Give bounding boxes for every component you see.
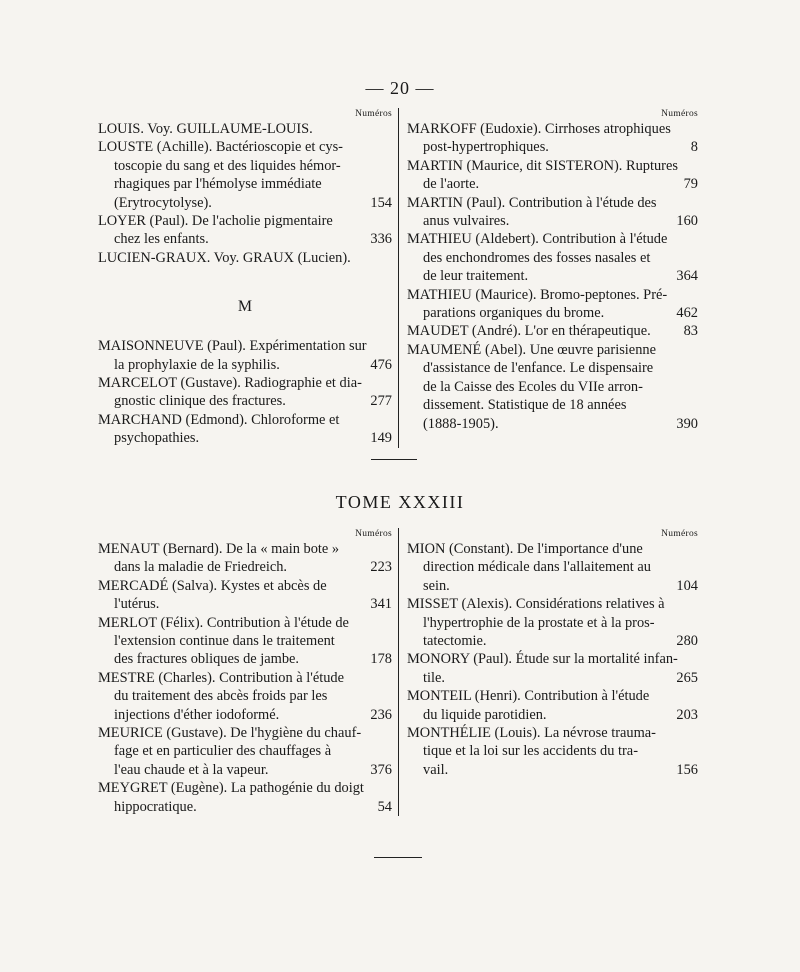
index-entry	[407, 540, 698, 595]
index-entry	[98, 411, 392, 448]
entry-number: 203	[676, 706, 698, 723]
index-section-1	[98, 108, 700, 448]
entry-text: MERCADÉ (Salva). Kystes et abcès de	[98, 577, 327, 594]
index-entry	[98, 724, 392, 779]
index-entry	[98, 374, 392, 411]
entry-text: MAUDET (André). L'or en thérapeutique.	[407, 323, 651, 340]
entry-text: MONTHÉLIE (Louis). La névrose trauma-	[407, 725, 656, 742]
entry-text: du liquide parotidien.	[423, 706, 547, 723]
index-entry	[407, 322, 698, 340]
entry-number: 83	[683, 323, 698, 340]
entry-number: 8	[690, 139, 698, 156]
entry-text: MEYGRET (Eugène). La pathogénie du doigt	[98, 780, 364, 797]
entry-number: 265	[676, 669, 698, 686]
page-number: — 20 —	[365, 78, 435, 98]
entry-text: l'extension continue dans le traitement	[114, 633, 335, 650]
divider-rule	[374, 857, 422, 858]
entry-text: dans la maladie de Friedreich.	[114, 559, 288, 576]
entry-text: l'utérus.	[114, 596, 160, 613]
entry-text: MATHIEU (Aldebert). Contribution à l'étude	[407, 231, 668, 248]
entry-text: MERLOT (Félix). Contribution à l'étude de	[98, 614, 349, 631]
entries-l-before	[98, 120, 392, 267]
entry-text: psychopathies.	[114, 430, 200, 447]
entry-text: MARCELOT (Gustave). Radiographie et dia-	[98, 375, 362, 392]
entry-text: post-hypertrophiques.	[423, 139, 549, 156]
entry-number	[386, 249, 392, 267]
left-column	[98, 528, 398, 816]
entry-text: MATHIEU (Maurice). Bromo-peptones. Pré-	[407, 286, 668, 303]
entry-text: gnostic clinique des fractures.	[114, 393, 286, 410]
entry-text: dissement. Statistique de 18 années	[423, 397, 627, 414]
entry-text: MISSET (Alexis). Considérations relatives à	[407, 596, 665, 613]
index-entry	[98, 779, 392, 816]
entries-r2	[407, 540, 698, 779]
entry-text: hippocratique.	[114, 798, 197, 815]
index-entry	[407, 595, 698, 650]
entry-text: tatectomie.	[423, 633, 487, 650]
entry-number: 79	[683, 176, 698, 193]
entry-text: l'hypertrophie de la prostate et à la pros-	[423, 614, 655, 631]
entry-text: injections d'éther iodoformé.	[114, 706, 280, 723]
entry-text: LOYER (Paul). De l'acholie pigmentaire	[98, 213, 333, 230]
entry-number: 336	[370, 231, 392, 248]
entry-text: de la Caisse des Ecoles du VIIe arron-	[423, 378, 643, 395]
entries-l2	[98, 540, 392, 816]
entry-text: (1888-1905).	[423, 415, 499, 432]
index-entry	[407, 687, 698, 724]
entry-text: parations organiques du brome.	[423, 305, 605, 322]
entry-text: anus vulvaires.	[423, 213, 510, 230]
entry-text: MARKOFF (Eudoxie). Cirrhoses atrophiques	[407, 121, 671, 137]
entry-text: LOUIS. Voy. GUILLAUME-LOUIS.	[98, 121, 313, 137]
entry-text: vail.	[423, 761, 449, 778]
entry-number: 160	[676, 213, 698, 230]
entry-text: MAUMENÉ (Abel). Une œuvre parisienne	[407, 341, 656, 358]
entry-text: MARTIN (Paul). Contribution à l'étude des	[407, 194, 657, 211]
numeros-label: Numéros	[661, 109, 698, 119]
left-column	[98, 108, 398, 448]
entry-text: MENAUT (Bernard). De la « main bote »	[98, 541, 340, 557]
index-entry	[407, 650, 698, 687]
entry-number: 462	[676, 305, 698, 322]
entry-text: toscopie du sang et des liquides hémor-	[114, 157, 341, 174]
entry-number: 149	[370, 430, 392, 447]
entry-text: des fractures obliques de jambe.	[114, 651, 300, 668]
entries-l-after	[98, 337, 392, 447]
entry-text: de leur traitement.	[423, 268, 529, 285]
entry-text: rhagiques par l'hémolyse immédiate	[114, 176, 322, 193]
entry-number: 54	[377, 798, 392, 815]
entry-text: l'eau chaude et à la vapeur.	[114, 761, 269, 778]
entry-text: la prophylaxie de la syphilis.	[114, 356, 280, 373]
index-entry	[98, 212, 392, 249]
index-entry	[407, 286, 698, 323]
tome-heading: TOME XXXIII	[335, 492, 465, 512]
entry-text: LOUSTE (Achille). Bactérioscopie et cys-	[98, 139, 343, 156]
index-entry	[98, 614, 392, 669]
entry-text: MEURICE (Gustave). De l'hygiène du chauf-	[98, 725, 362, 742]
index-entry	[407, 194, 698, 231]
index-section-2	[98, 528, 700, 816]
entry-text: fage et en particulier des chauffages à	[114, 743, 332, 760]
entry-text: chez les enfants.	[114, 231, 209, 248]
index-entry	[407, 157, 698, 194]
entry-number: 376	[370, 761, 392, 778]
entry-text: LUCIEN-GRAUX. Voy. GRAUX (Lucien).	[98, 249, 351, 266]
right-column	[398, 108, 698, 448]
numeros-label: Numéros	[661, 529, 698, 539]
entry-text: MESTRE (Charles). Contribution à l'étude	[98, 669, 344, 686]
entry-text: du traitement des abcès froids par les	[114, 688, 328, 705]
section-letter: M	[237, 298, 253, 316]
entry-text: tique et la loi sur les accidents du tra-	[423, 743, 638, 760]
entry-text: de l'aorte.	[423, 176, 480, 193]
entry-text: MARTIN (Maurice, dit SISTERON). Ruptures	[407, 157, 678, 174]
index-entry	[98, 120, 392, 138]
entry-number: 390	[676, 415, 698, 432]
entry-number: 104	[676, 577, 698, 594]
entry-number: 280	[676, 633, 698, 650]
entry-text: tile.	[423, 669, 445, 686]
index-entry	[98, 249, 392, 267]
index-entry	[98, 669, 392, 724]
numeros-label: Numéros	[355, 529, 392, 539]
numeros-label: Numéros	[355, 109, 392, 119]
index-entry	[407, 230, 698, 285]
entry-number: 341	[370, 596, 392, 613]
index-entry	[98, 540, 392, 577]
entry-text: MONORY (Paul). Étude sur la mortalité infan-	[407, 651, 678, 668]
index-entry	[98, 138, 392, 212]
entry-text: direction médicale dans l'allaitement au	[423, 559, 651, 576]
entry-number	[386, 120, 392, 138]
index-entry	[98, 577, 392, 614]
entry-text: MARCHAND (Edmond). Chloroforme et	[98, 411, 340, 428]
entry-text: d'assistance de l'enfance. Le dispensaire	[423, 360, 654, 377]
divider-rule	[371, 459, 417, 460]
index-entry	[407, 341, 698, 433]
entry-number: 277	[370, 393, 392, 410]
entry-number: 156	[676, 761, 698, 778]
entry-text: sein.	[423, 577, 450, 594]
entry-number: 154	[370, 194, 392, 211]
entry-text: MION (Constant). De l'importance d'une	[407, 541, 643, 557]
entry-text: des enchondromes des fosses nasales et	[423, 249, 651, 266]
index-entry	[407, 724, 698, 779]
entry-text: MONTEIL (Henri). Contribution à l'étude	[407, 688, 650, 705]
entry-text: (Erytrocytolyse).	[114, 194, 212, 211]
entry-number: 364	[676, 268, 698, 285]
entry-text: MAISONNEUVE (Paul). Expérimentation sur	[98, 338, 367, 355]
entry-number: 178	[370, 651, 392, 668]
entries-r	[407, 120, 698, 433]
right-column	[398, 528, 698, 816]
entry-number: 236	[370, 706, 392, 723]
index-entry	[407, 120, 698, 157]
entry-number: 476	[370, 356, 392, 373]
index-entry	[98, 337, 392, 374]
entry-number: 223	[370, 559, 392, 576]
